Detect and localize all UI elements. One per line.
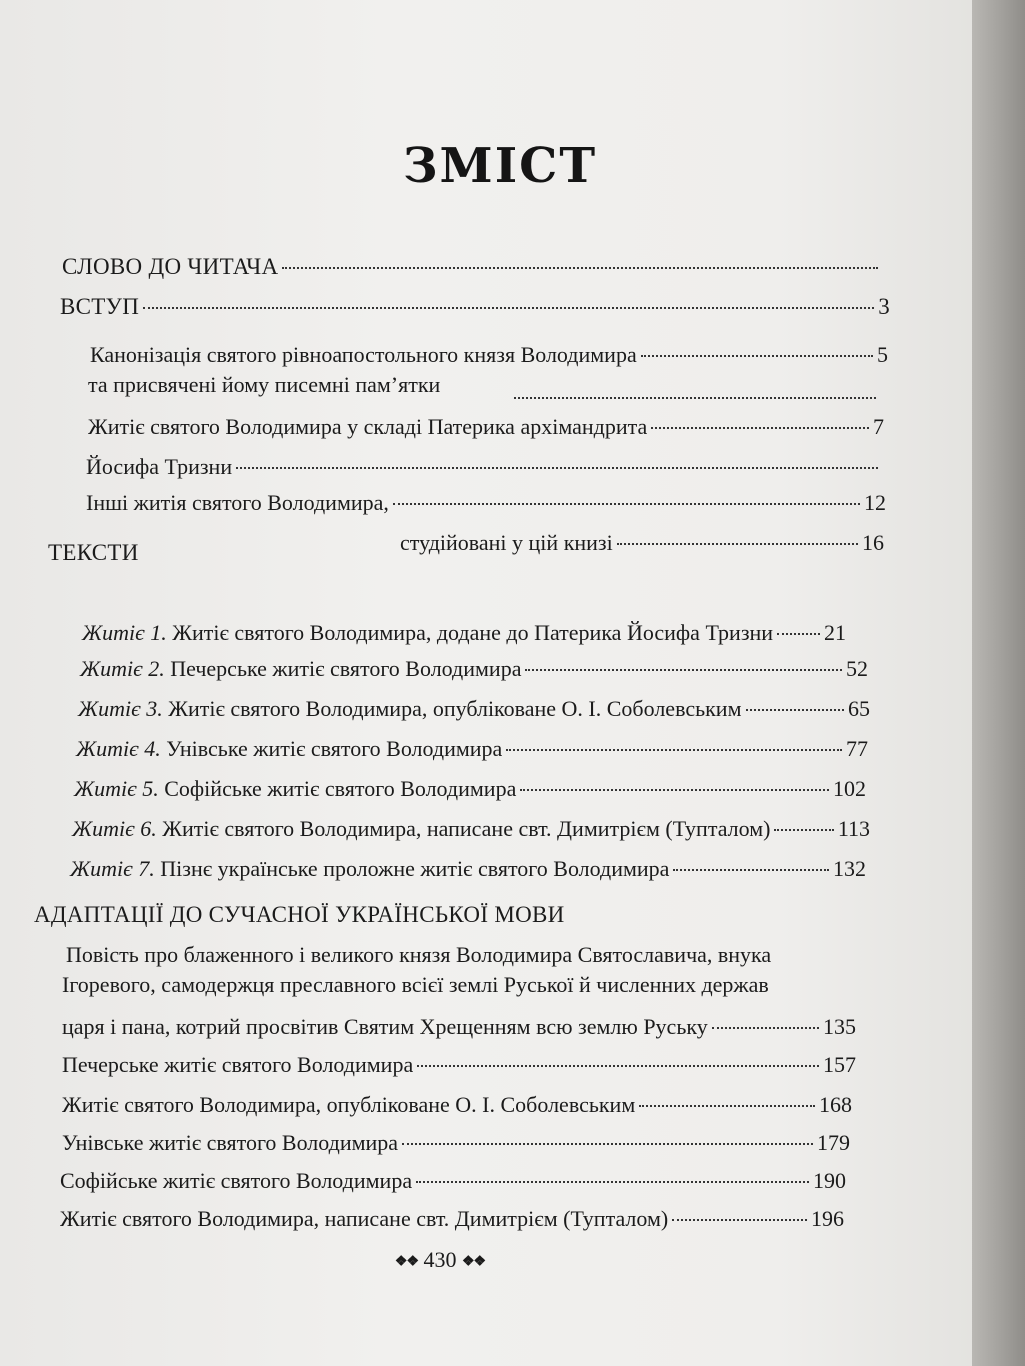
dot-leader	[520, 789, 829, 791]
toc-entry-label: Житіє 6.	[72, 816, 157, 841]
toc-entry-text: Житіє святого Володимира у складі Патерика архімандрита	[88, 414, 648, 439]
toc-entry-text-6	[72, 816, 870, 842]
page-number: 430	[423, 1247, 457, 1272]
dot-leader	[617, 543, 858, 545]
toc-entry-text: ВСТУП	[60, 294, 140, 319]
toc-page-number: 5	[877, 342, 888, 367]
ornament-right-icon: ❖❖	[462, 1254, 486, 1270]
toc-entry-text: Пізнє українське проложне житіє святого Володимира	[160, 856, 670, 881]
toc-entry-text: СЛОВО ДО ЧИТАЧА	[62, 254, 279, 279]
toc-page-number: 179	[817, 1130, 850, 1155]
toc-entry-text: Житіє святого Володимира, написане свт. Димитрієм (Тупталом)	[60, 1206, 669, 1231]
dot-leader	[712, 1027, 819, 1029]
toc-entry-povist-line-1: Повість про блаженного і великого князя Володимира Святославича, внука	[66, 942, 772, 967]
dot-leader	[143, 307, 874, 309]
dot-leader	[514, 397, 876, 399]
toc-entry-text: Йосифа Тризни	[86, 454, 233, 479]
toc-entry-povist-line-2: Ігоревого, самодержця преславного всієї землі Руської й численних держав	[62, 972, 769, 997]
toc-entry-label: Житіє 4.	[76, 736, 161, 761]
section-heading-adaptations: АДАПТАЦІЇ ДО СУЧАСНОЇ УКРАЇНСЬКОЇ МОВИ	[34, 902, 565, 927]
toc-page-number: 21	[824, 620, 846, 645]
toc-entry-label: Житіє 7.	[70, 856, 155, 881]
dot-leader	[672, 1219, 807, 1221]
toc-page-number: 135	[823, 1014, 856, 1039]
toc-entry-adaptation-4	[60, 1168, 846, 1194]
toc-page-number: 132	[833, 856, 866, 881]
dot-leader	[673, 869, 829, 871]
toc-page-number: 77	[846, 736, 868, 761]
toc-entry-povist	[62, 1014, 856, 1040]
book-edge	[972, 0, 1025, 1366]
toc-entry-text: Унівське житіє святого Володимира	[166, 736, 503, 761]
dot-leader	[402, 1143, 813, 1145]
toc-entry-slovo	[62, 254, 882, 280]
toc-entry-text-3	[78, 696, 870, 722]
toc-page-number: 52	[846, 656, 868, 681]
toc-page-number: 102	[833, 776, 866, 801]
dot-leader	[393, 503, 860, 505]
toc-entry-adaptation-3	[62, 1130, 850, 1156]
dot-leader	[282, 267, 878, 269]
toc-entry-text: Печерське житіє святого Володимира	[170, 656, 522, 681]
toc-entry-label: Житіє 3.	[78, 696, 163, 721]
toc-entry-text-4	[76, 736, 868, 762]
toc-page-number: 113	[837, 816, 870, 841]
toc-page-number: 16	[862, 530, 884, 555]
toc-entry-adaptation-5	[60, 1206, 844, 1232]
toc-entry-vstup	[60, 294, 890, 320]
toc-entry-text: Печерське житіє святого Володимира	[62, 1052, 414, 1077]
toc-entry-text: студійовані у цій книзі	[400, 530, 613, 555]
dot-leader	[417, 1065, 819, 1067]
toc-entry-label: Житіє 1.	[82, 620, 167, 645]
toc-entry-continuation	[86, 454, 882, 480]
dot-leader	[236, 467, 878, 469]
toc-entry-kanon	[90, 342, 888, 368]
section-heading-texts: ТЕКСТИ	[48, 540, 139, 565]
toc-entry-continuation: та присвячені йому писемні пам’ятки	[88, 372, 441, 397]
toc-entry-text: Унівське житіє святого Володимира	[62, 1130, 399, 1155]
dot-leader	[416, 1181, 809, 1183]
toc-entry-text: Софійське житіє святого Володимира	[60, 1168, 413, 1193]
toc-entry-text: Інші житія святого Володимира,	[86, 490, 389, 515]
toc-entry-adaptation-1	[62, 1052, 856, 1078]
toc-page-number: 190	[813, 1168, 846, 1193]
dot-leader	[525, 669, 842, 671]
toc-page-number: 7	[873, 414, 884, 439]
page-footer	[0, 1247, 880, 1273]
toc-entry-text: царя і пана, котрий просвітив Святим Хрещенням всю землю Руську	[62, 1014, 708, 1039]
toc-page-number: 65	[848, 696, 870, 721]
toc-entry-text: Житіє святого Володимира, опубліковане О. І. Соболевським	[62, 1092, 636, 1117]
toc-entry-paterik	[88, 414, 884, 440]
toc-entry-adaptation-2	[62, 1092, 852, 1118]
toc-entry-text-5	[74, 776, 866, 802]
dot-leader	[777, 633, 820, 635]
page-title: ЗМІСТ	[402, 138, 598, 194]
dot-leader	[639, 1105, 815, 1107]
toc-page-number: 157	[823, 1052, 856, 1077]
toc-entry-inshi-2	[400, 530, 884, 556]
toc-page-number: 12	[864, 490, 886, 515]
dot-leader	[746, 709, 844, 711]
dot-leader	[774, 829, 833, 831]
toc-entry-text: Канонізація святого рівноапостольного князя Володимира	[90, 342, 637, 367]
toc-entry-inshi	[86, 490, 886, 516]
toc-page-number: 3	[878, 294, 890, 319]
toc-page-number: 168	[819, 1092, 852, 1117]
toc-entry-text: Софійське житіє святого Володимира	[164, 776, 517, 801]
toc-page-number: 196	[811, 1206, 844, 1231]
toc-entry-label: Житіє 2.	[80, 656, 165, 681]
toc-entry-text: Житіє святого Володимира, написане свт. Димитрієм (Тупталом)	[162, 816, 771, 841]
ornament-left-icon: ❖❖	[394, 1254, 418, 1270]
dot-leader	[641, 355, 873, 357]
toc-entry-kanon-dots	[510, 402, 880, 404]
toc-entry-text: Житіє святого Володимира, опубліковане О. І. Соболевським	[168, 696, 742, 721]
dot-leader	[651, 427, 869, 429]
dot-leader	[506, 749, 842, 751]
toc-entry-text-7	[70, 856, 866, 882]
toc-entry-text-1	[82, 620, 846, 646]
toc-entry-label: Житіє 5.	[74, 776, 159, 801]
toc-entry-text: Житіє святого Володимира, додане до Патерика Йосифа Тризни	[172, 620, 774, 645]
toc-entry-text-2	[80, 656, 868, 682]
